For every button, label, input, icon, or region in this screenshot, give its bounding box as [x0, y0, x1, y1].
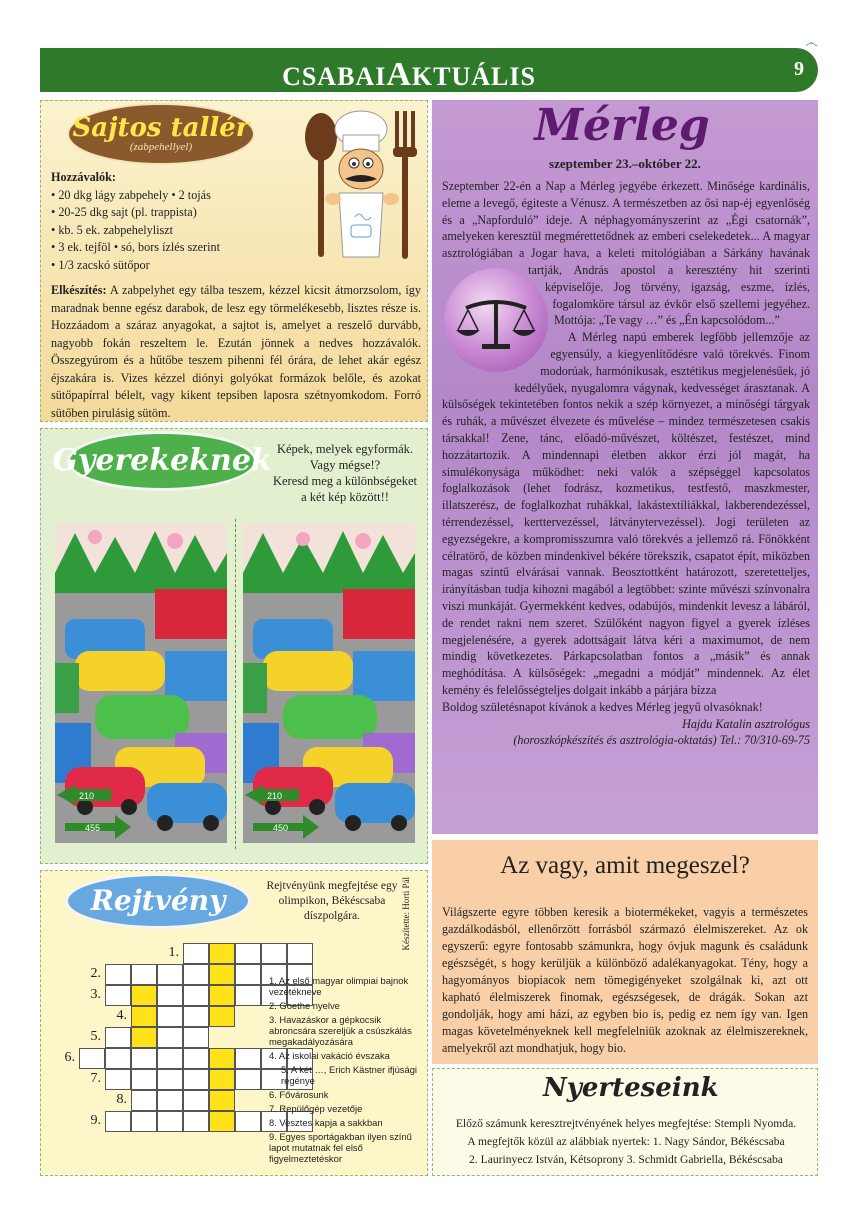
crossword-intro: Rejtvényünk megfejtése egy olimpikon, Békéscsaba díszpolgára.: [266, 880, 398, 922]
ingredient-item: • 20-25 dkg sajt (pl. trappista): [51, 205, 197, 219]
title-initial: A: [386, 56, 412, 93]
page-header: [40, 48, 818, 92]
food-article-title: Az vagy, amit megeszel?: [500, 852, 750, 879]
crossword-cell[interactable]: [183, 943, 209, 964]
swirl-ornament-icon: ෴: [804, 36, 818, 51]
winners-panel: [432, 1068, 818, 1176]
crossword-cell[interactable]: [287, 943, 313, 964]
crossword-cell[interactable]: [157, 985, 183, 1006]
crossword-cell[interactable]: [209, 985, 235, 1006]
ingredient-item: • kb. 5 ek. zabpehelyliszt: [51, 222, 174, 237]
crossword-cell[interactable]: [131, 964, 157, 985]
clue-item: 4. Az iskolai vakáció évszaka: [269, 1050, 390, 1061]
crossword-row-number: 6.: [64, 1050, 75, 1065]
crossword-cell[interactable]: [235, 943, 261, 964]
crossword-row-number: 3.: [90, 987, 101, 1002]
road-sign-text: 455: [85, 823, 101, 833]
recipe-panel: [40, 100, 428, 422]
crossword-clues: [269, 975, 425, 1167]
crossword-cell[interactable]: [131, 1048, 157, 1069]
winners-line: Előző számunk keresztrejtvényének helyes megfejtése: Stempli Nyomda.: [455, 1117, 797, 1130]
horoscope-title: Mérleg: [534, 100, 710, 151]
magazine-title: [40, 56, 778, 94]
crossword-row-number: 4.: [116, 1008, 127, 1023]
clue-item: 5. A két …, Erich Kästner ifjúsági regénye: [281, 1064, 417, 1086]
crossword-cell[interactable]: [209, 1048, 235, 1069]
crossword-cell[interactable]: [79, 1048, 105, 1069]
recipe-title: Sajtos tallér: [72, 113, 250, 143]
crossword-cell[interactable]: [105, 1069, 131, 1090]
horoscope-panel: [432, 100, 818, 834]
crossword-cell[interactable]: [209, 964, 235, 985]
crossword-cell[interactable]: [209, 943, 235, 964]
road-sign-text: 210: [79, 791, 95, 801]
crossword-row-number: 2.: [90, 966, 101, 981]
traffic-jam-illustration: [243, 523, 415, 843]
traffic-jam-illustration: [55, 523, 227, 843]
horoscope-paragraph: A Mérleg napú emberek legfőbb jellemzője az egyensúly, a kiegyenlítődésre való törekvés. Finom modorúak, harmónikusak, esztétikus megjelenésűek, jó kedélyűek, nyugalomra vágynak, kedvességet árasztanak. A külsőségek tekintetében fontos nekik a szép környezet, a minőségi tárgyak és ruhák, a művészet élvezete és művelése – mindez természetesen csakis társakkal! Zene, tánc, előadó-művészet, költészet, festészet, mind hozzátartozik. A mindennapi életben akkor érzi jól magát, ha simulékonysága működhet: neki valók a szépséggel kapcsolatos foglalkozások (lehet fodrász, kozmetikus, testfestő, maszkmester, illatszerész, de foglalkozhat ruhákkal, lakástextíliákkal, lakberendezéssel, térrendezéssel, kerttervezéssel, látványtervezéssel). Jogi területen az egyezségekre, a kompromisszumra való törekvés a jellemző rá. Főnökként célratörő, de közben mindenkivel békére törekszik, csapatot épít, miközben magas szintű elvárásai vannak. Beosztottként határozott, szeretetteljes, irányításban tudja kihozni magából a legtöbbet: szinte művészi színvonalra viszi munkáját. Gyermekként kedves, odabújós, mindenkit levesz a lábáról, de rendet rakni nem szeret. Szülőként nagyon figyel a gyerek ízléses megjelenésére, a gyerek adottságait látva kéri a maximumot, de nem mindig következetes. Párkapcsolatban fontos a „másik” és annak meghódítása. A külsőségek: „megadni a módját” mindennek. Az élet kemény és felelősségteljes dolgait inkább a párjára bízza: [442, 330, 810, 697]
crossword-cell[interactable]: [183, 1048, 209, 1069]
crossword-row-number: 7.: [90, 1071, 101, 1086]
crossword-cell[interactable]: [183, 985, 209, 1006]
road-sign-text: 450: [273, 823, 289, 833]
horoscope-text: [442, 178, 810, 749]
crossword-cell[interactable]: [235, 1048, 261, 1069]
crossword-row-number: 9.: [90, 1113, 101, 1128]
recipe-method: [51, 282, 421, 422]
kids-line: Vagy mégse!?: [309, 458, 381, 472]
crossword-cell[interactable]: [209, 1090, 235, 1111]
crossword-cell[interactable]: [105, 1027, 131, 1048]
crossword-cell[interactable]: [183, 964, 209, 985]
horoscope-paragraph: Szeptember 22-én a Nap a Mérleg jegyébe érkezett. Minősége kardinális, eleme a levegő, égiteste a Vénusz. A természetben az ősi nap-éj egyenlőség és a „Napforduló” ideje. A néphagyományszerint az „Égi csatornák”, amelyeken keresztül megmérettetődnek az emberi cselekedetek... A magyar asztrológiában a Jogar hava, a keleti mitológiában a Sárkány havának tartják, András apostol a keresztény hit szerinti képviselője. Jog törvény, igazság, eszme, ízlés, fogalomköre társul az évkör első szellemi jegyéhez. Mottója: „Te vagy …” és „Én kapcsolódom...”: [442, 179, 810, 328]
crossword-cell[interactable]: [157, 1069, 183, 1090]
clue-item: 3. Havazáskor a gépkocsik abroncsára szereljük a csúszkálás megakadályozására: [269, 1014, 412, 1047]
horoscope-dates: szeptember 23.–október 22.: [549, 156, 701, 171]
spot-difference-picture-left[interactable]: [55, 523, 227, 843]
crossword-cell[interactable]: [209, 1006, 235, 1027]
crossword-credit: Készítette: Horti Pál: [401, 877, 411, 951]
horoscope-closing: Boldog születésnapot kívánok a kedves Mérleg jegyű olvasóknak!: [442, 699, 763, 714]
kids-line: Képek, melyek egyformák.: [276, 442, 414, 456]
crossword-row-number: 5.: [90, 1029, 101, 1044]
ingredient-item: • 20 dkg lágy zabpehely • 2 tojás: [51, 187, 211, 202]
clue-item: 9. Egyes sportágakban ilyen színű lapot mutatnak fel első figyelmeztetéskor: [269, 1131, 412, 1164]
crossword-title: Rejtvény: [90, 884, 226, 917]
clue-item: 2. Goethe nyelve: [269, 1000, 340, 1011]
winners-line: 2. Laurinyecz István, Kétsoprony 3. Schmidt Gabriella, Békéscsaba: [469, 1153, 783, 1166]
crossword-cell[interactable]: [105, 964, 131, 985]
recipe-subtitle: (zabpehellyel): [129, 141, 193, 153]
kids-title: Gyerekeknek: [52, 443, 272, 478]
crossword-cell[interactable]: [157, 1048, 183, 1069]
winners-title: Nyerteseink: [543, 1073, 719, 1103]
crossword-cell[interactable]: [131, 1027, 157, 1048]
winners-text: [439, 1115, 813, 1169]
crossword-cell[interactable]: [209, 1069, 235, 1090]
horoscope-contact: (horoszkópkészítés és asztrológia-oktatás) Tel.: 70/310-69-75: [513, 733, 810, 748]
kids-instructions: [269, 441, 421, 505]
method-text: A zabpelyhet egy tálba teszem, kézzel kicsit átmorzsolom, így maradnak benne egész darabok, de lesz egy törmelékesebb, lisztes része is. Hozzáadom a száraz anyagokat, a sajtot is, amelyet a reszelő durvább, nagyobb fokán reszeltem le. Ezután jönnek a nedves hozzávalók. Összegyúrom és a hűtőbe teszem pihenni fél órára, de lehet akár egész éjszakára is. Vizes kézzel diónyi golyókat formázok belőle, és azokat sütőpapírral bélelt, vagy kikent tepsiben laposra szétnyomkodom. Forró sütőben pirulásig sütöm.: [51, 283, 421, 420]
crossword-cell[interactable]: [105, 1111, 131, 1132]
crossword-cell[interactable]: [183, 1090, 209, 1111]
crossword-cell[interactable]: [209, 1111, 235, 1132]
crossword-cell[interactable]: [157, 1006, 183, 1027]
clue-item: 8. Vesztes kapja a sakkban: [269, 1117, 383, 1128]
recipe-body: [51, 169, 421, 422]
kids-line: Keresd meg a különbségeket: [272, 474, 418, 488]
crossword-cell[interactable]: [235, 964, 261, 985]
crossword-cell[interactable]: [183, 1069, 209, 1090]
clue-item: 1. Az első magyar olimpiai bajnok vezetékneve: [269, 975, 409, 997]
recipe-title-badge: [67, 103, 255, 165]
food-article-panel: [432, 840, 818, 1064]
method-label: Elkészítés:: [51, 283, 107, 297]
ingredients-heading: Hozzávalók:: [51, 170, 116, 184]
crossword-cell[interactable]: [183, 1006, 209, 1027]
crossword-cell[interactable]: [131, 1111, 157, 1132]
crossword-cell[interactable]: [131, 985, 157, 1006]
crossword-cell[interactable]: [183, 1027, 209, 1048]
crossword-row-number: 1.: [168, 945, 179, 960]
crossword-cell[interactable]: [157, 964, 183, 985]
horoscope-author: Hajdu Katalin asztrológus: [682, 716, 810, 731]
crossword-cell[interactable]: [235, 985, 261, 1006]
crossword-title-badge: [65, 873, 251, 929]
crossword-cell[interactable]: [235, 1069, 261, 1090]
clue-item: 6. Fővárosunk: [269, 1089, 329, 1100]
winners-line: A megfejtők közül az alábbiak nyertek: 1. Nagy Sándor, Békéscsaba: [467, 1135, 785, 1148]
ingredient-item: • 3 ek. tejföl • só, bors ízlés szerint: [51, 240, 220, 254]
crossword-cell[interactable]: [261, 943, 287, 964]
kids-title-badge: [52, 431, 272, 491]
crossword-row-number: 8.: [116, 1092, 127, 1107]
crossword-cell[interactable]: [131, 1090, 157, 1111]
crossword-cell[interactable]: [235, 1111, 261, 1132]
crossword-cell[interactable]: [183, 1111, 209, 1132]
crossword-cell[interactable]: [157, 1111, 183, 1132]
page-number: 9: [794, 58, 804, 80]
title-prefix: CSABAI: [282, 62, 387, 91]
crossword-cell[interactable]: [131, 1069, 157, 1090]
kids-line: a két kép között!!: [301, 490, 389, 504]
title-rest: KTUÁLIS: [411, 62, 536, 91]
crossword-cell[interactable]: [157, 1090, 183, 1111]
crossword-panel: [40, 870, 428, 1176]
crossword-cell[interactable]: [105, 1048, 131, 1069]
crossword-cell[interactable]: [131, 1006, 157, 1027]
road-sign-text: 210: [267, 791, 283, 801]
clue-item: 7. Repülőgép vezetője: [269, 1103, 363, 1114]
crossword-cell[interactable]: [157, 1027, 183, 1048]
spot-difference-picture-right[interactable]: [243, 523, 415, 843]
crossword-cell[interactable]: [105, 985, 131, 1006]
libra-wrap-spacer: [442, 270, 554, 382]
scissor-cut-line: [235, 519, 236, 849]
kids-panel: [40, 428, 428, 864]
ingredient-item: • 1/3 zacskó sütőpor: [51, 257, 150, 272]
food-article-text: Világszerte egyre többen keresik a biotermékeket, vagyis a természetes gazdálkodásból, ellenőrzött forrásból származó élelmiszereket. Az ok egyszerű: egyre fontosabb számunkra, hogy óvjuk magunk és családunk egészségét, s hogy kerüljük a különböző adalékanyagokat. Tény, hogy a hagyományos biopiacok nem tömegigényeket szolgálnak ki, azt ott kapható élelmiszerek finomak, egészségesek, de drágák. Sokan azt gondolják, hogy ami házi, az egyben bio is, pedig ez nem így van. Igen magas követelményeknek kell megfelelniük azoknak az élelmiszereknek, amelyekről azt mondhatjuk, hogy bio.: [442, 905, 808, 1055]
